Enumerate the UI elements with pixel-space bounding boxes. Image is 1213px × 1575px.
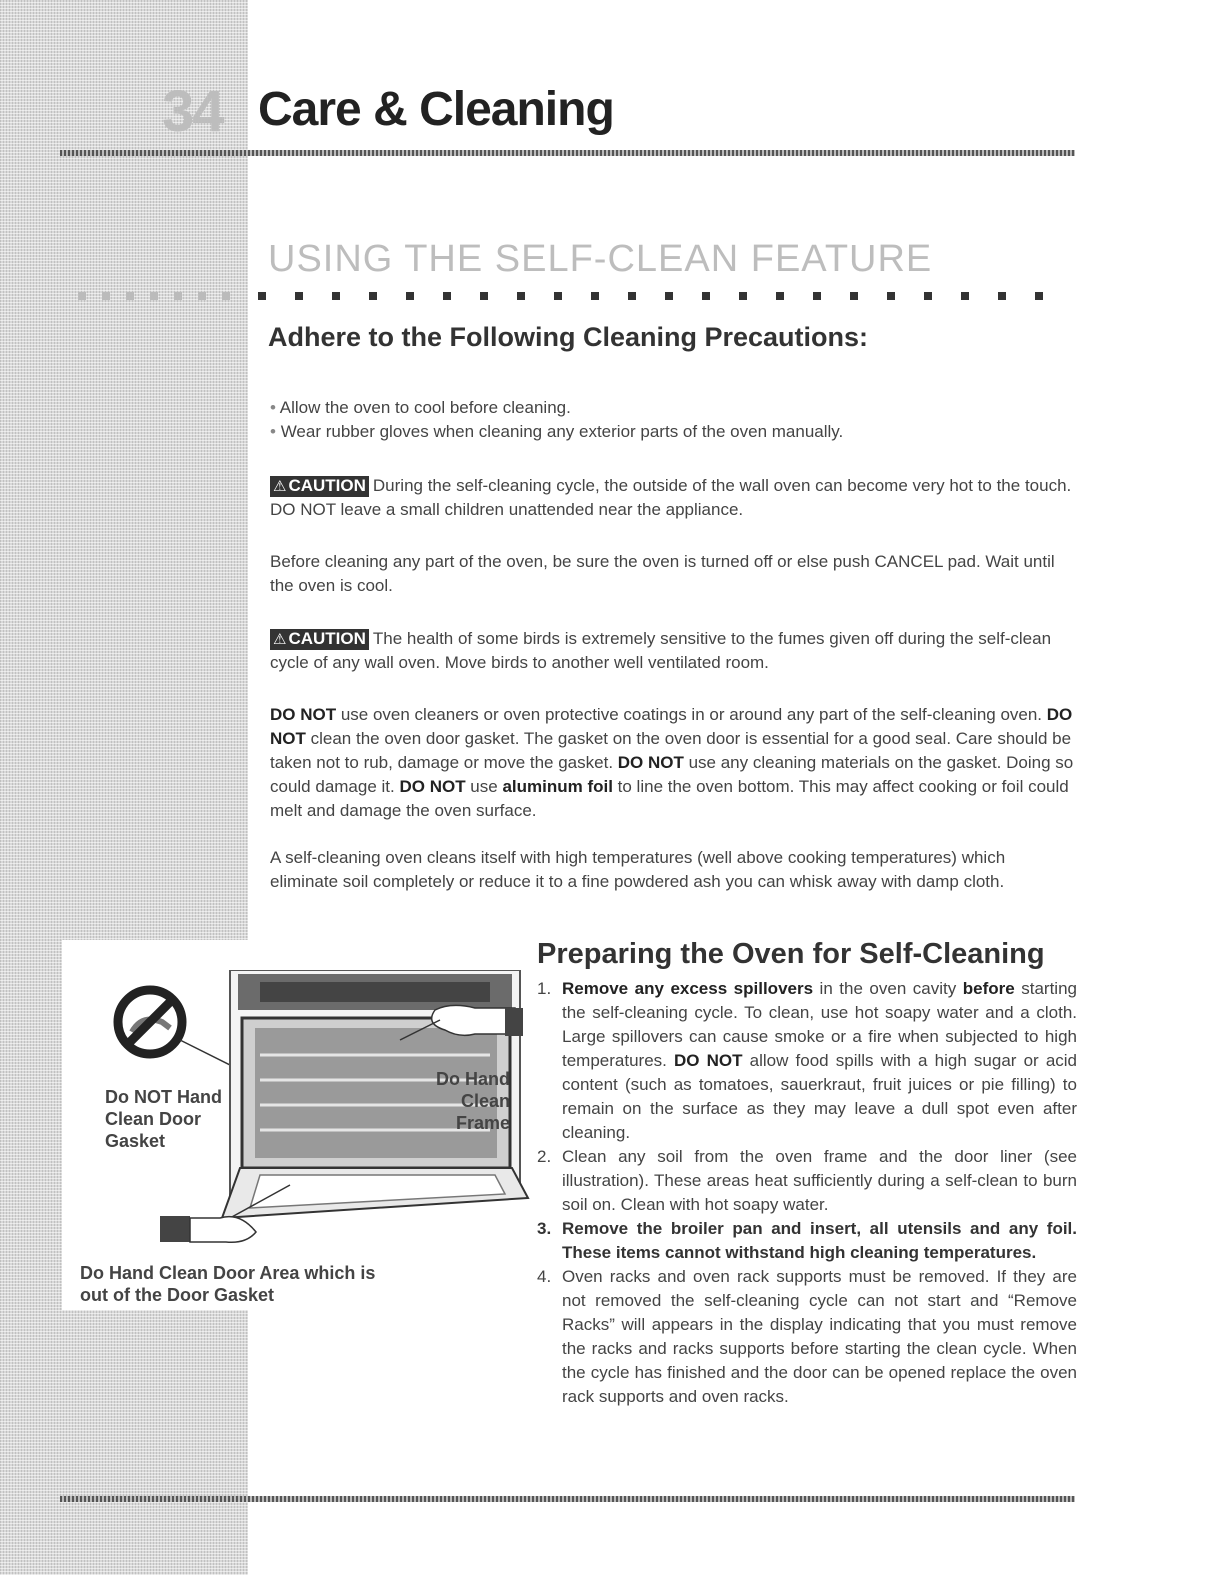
list-item: 4. Oven racks and oven rack supports must be removed. If they are not removed the self-cleaning cycle can not start and “Remove Racks” will appears in the display indicating that you must remove the racks and racks supports before starting the clean cycle. When the cycle has finished and the door can be opened replace the oven rack supports and oven racks. — [537, 1267, 1077, 1406]
section-divider-right — [258, 292, 1048, 300]
prep-heading: Preparing the Oven for Self-Cleaning — [537, 938, 1045, 970]
footer-rule — [60, 1496, 1075, 1502]
left-decorative-band — [0, 0, 248, 1575]
list-item: 2. Clean any soil from the oven frame and the door liner (see illustration). These areas heat sufficiently during a self-clean to burn soil on. Clean with hot soapy water. — [537, 1147, 1077, 1214]
chapter-title: Care & Cleaning — [258, 83, 614, 136]
page-number: 34 — [162, 79, 223, 144]
before-cleaning-paragraph: Before cleaning any part of the oven, be sure the oven is turned off or else push CANCEL pad. Wait until the oven is cool. — [270, 552, 1055, 595]
caution-paragraph-heat — [270, 474, 1075, 522]
caution-badge: ⚠ CAUTION — [270, 476, 369, 497]
list-item: • Allow the oven to cool before cleaning. — [270, 396, 1075, 420]
precautions-heading: Adhere to the Following Cleaning Precautions: — [268, 322, 869, 352]
label-door-area: Do Hand Clean Door Area which is out of the Door Gasket — [80, 1263, 376, 1305]
label-door-gasket: Do NOT Hand Clean Door Gasket — [105, 1087, 222, 1151]
caution-text: The health of some birds is extremely sensitive to the fumes given off during the self-clean cycle of any wall oven. Move birds to another well ventilated room. — [270, 629, 1052, 672]
caution-badge: ⚠ CAUTION — [270, 629, 369, 650]
list-item: 1. Remove any excess spillovers in the oven cavity before starting the self-cleaning cycle. To clean, use hot soapy water and a cloth. Large spillovers can cause smoke or a fire when subjected to high temperatures. DO NOT allow food spills with a high sugar or acid content (such as tomatoes, sauerkraut, fruit juices or pie filling) to remain on the surface as they may leave a dull spot even after cleaning. — [537, 979, 1078, 1142]
warning-icon: ⚠ — [273, 478, 287, 495]
caution-text: During the self-cleaning cycle, the outside of the wall oven can become very hot to the touch. DO NOT leave a small children unattended near the appliance. — [270, 476, 1072, 519]
prep-steps — [537, 977, 1077, 1409]
do-not-paragraph: DO NOT use oven cleaners or oven protective coatings in or around any part of the self-cleaning oven. DO NOT clean the oven door gasket. The gasket on the oven door is essential for a good seal. Care should be taken not to rub, damage or move the gasket. DO NOT use any cleaning materials on the gasket. Doing so could damage it. DO NOT use aluminum foil to line the oven bottom. This may affect cooking or foil could melt and damage the oven surface. — [270, 705, 1074, 820]
caution-paragraph-birds — [270, 627, 1075, 675]
label-frame: Do Hand Clean Frame — [436, 1069, 510, 1133]
section-title: USING THE SELF-CLEAN FEATURE — [268, 238, 933, 280]
prohibition-icon — [118, 990, 182, 1054]
warning-icon: ⚠ — [273, 631, 287, 648]
precautions-list — [270, 396, 1075, 444]
hand-icon — [160, 1212, 270, 1257]
list-item: 3. Remove the broiler pan and insert, all utensils and any foil. These items cannot withstand high cleaning temperatures. — [537, 1219, 1077, 1262]
list-item: • Wear rubber gloves when cleaning any exterior parts of the oven manually. — [270, 420, 1075, 444]
header-rule — [60, 150, 1075, 156]
self-clean-info-paragraph: A self-cleaning oven cleans itself with high temperatures (well above cooking temperatures) which eliminate soil completely or reduce it to a fine powdered ash you can whisk away with damp cloth. — [270, 848, 1006, 891]
section-divider-left — [78, 292, 243, 300]
